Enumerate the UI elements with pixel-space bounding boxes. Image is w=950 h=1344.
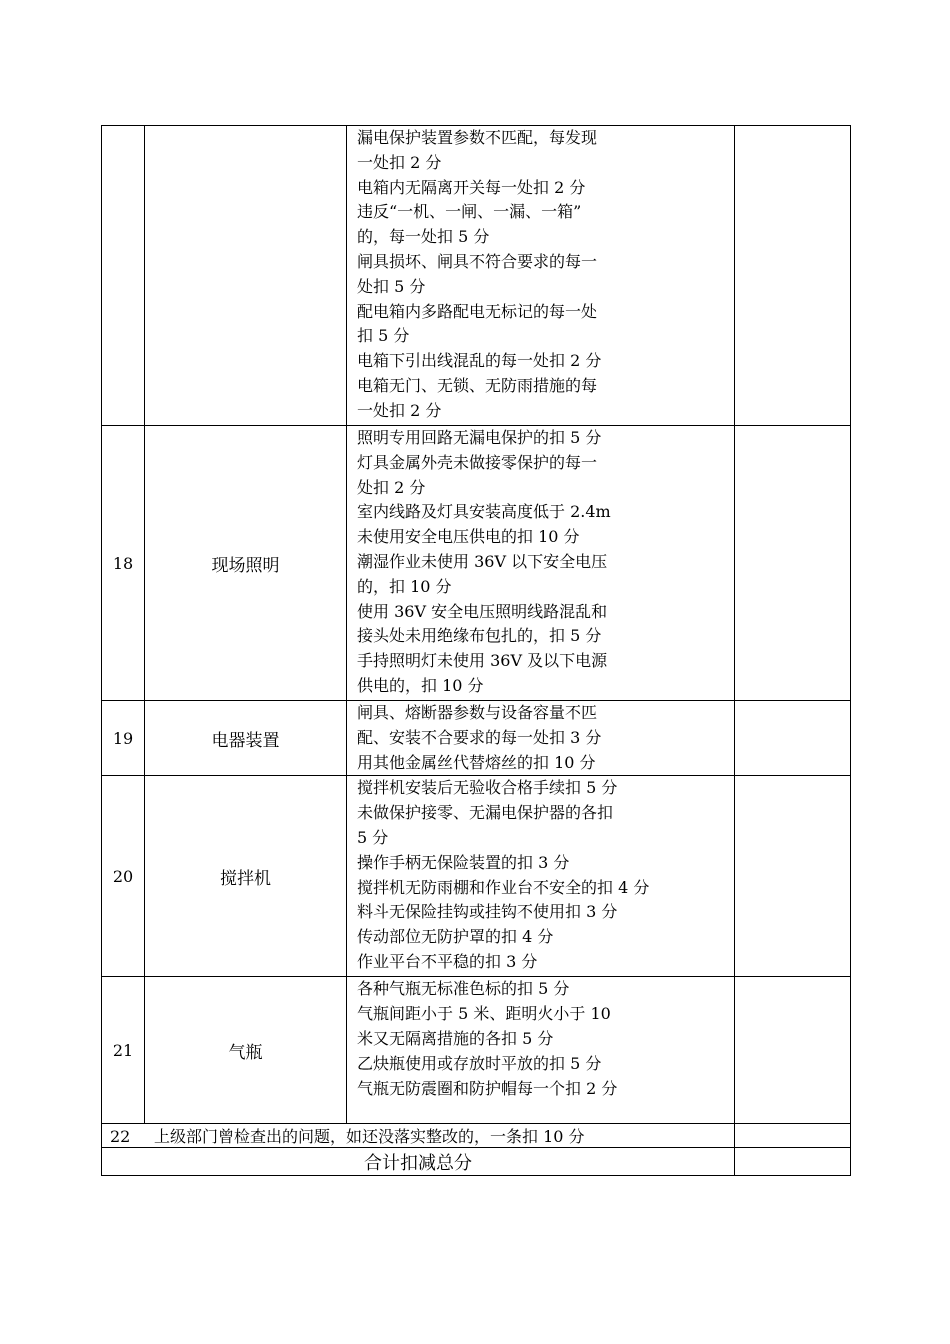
total-score-cell[interactable]	[735, 1148, 851, 1176]
criteria-line: 处扣 2 分	[357, 477, 426, 497]
criteria-line: 配、安装不合要求的每一处扣 3 分	[357, 727, 602, 747]
criteria-line: 未使用安全电压供电的扣 10 分	[357, 527, 580, 547]
score-cell[interactable]	[735, 426, 851, 701]
criteria-line: 配电箱内多路配电无标记的每一处	[357, 301, 598, 321]
criteria-line: 室内线路及灯具安装高度低于 2.4m	[357, 502, 611, 522]
criteria-line: 搅拌机安装后无验收合格手续扣 5 分	[357, 778, 618, 798]
criteria-line: 各种气瓶无标准色标的扣 5 分	[357, 979, 570, 999]
row-number: 19	[102, 701, 145, 776]
item-name: 气瓶	[145, 977, 347, 1124]
criteria-line: 手持照明灯未使用 36V 及以下电源	[357, 651, 608, 671]
row-number: 22	[110, 1127, 131, 1147]
criteria-line: 的，扣 10 分	[357, 576, 452, 596]
criteria-line: 电箱下引出线混乱的每一处扣 2 分	[357, 351, 602, 371]
criteria-line: 违反“一机、一闸、一漏、一箱”	[357, 202, 582, 222]
table-row	[102, 426, 851, 701]
criteria-line: 一处扣 2 分	[357, 400, 442, 420]
item-name: 现场照明	[145, 426, 347, 701]
criteria-cell	[347, 701, 735, 776]
item-name	[145, 126, 347, 426]
criteria-cell	[347, 426, 735, 701]
score-cell[interactable]	[735, 776, 851, 977]
table-row	[102, 776, 851, 977]
criteria-line: 接头处未用绝缘布包扎的，扣 5 分	[357, 626, 602, 646]
criteria-line: 气瓶无防震圈和防护帽每一个扣 2 分	[357, 1078, 618, 1098]
criteria-line: 扣 5 分	[357, 326, 410, 346]
score-cell[interactable]	[735, 701, 851, 776]
criteria-line: 使用 36V 安全电压照明线路混乱和	[357, 601, 608, 621]
total-label: 合计扣减总分	[102, 1148, 735, 1176]
criteria-line: 用其他金属丝代替熔丝的扣 10 分	[357, 752, 596, 772]
criteria-line: 闸具、熔断器参数与设备容量不匹	[357, 703, 598, 722]
criteria-line: 一处扣 2 分	[357, 152, 442, 172]
score-cell[interactable]	[735, 1124, 851, 1148]
criteria-line: 电箱内无隔离开关每一处扣 2 分	[357, 177, 586, 197]
criteria-cell	[347, 776, 735, 977]
criteria-line: 搅拌机无防雨棚和作业台不安全的扣 4 分	[357, 877, 650, 897]
criteria-line: 未做保护接零、无漏电保护器的各扣	[357, 803, 614, 823]
table-row	[102, 977, 851, 1124]
row22-cell	[102, 1124, 735, 1148]
row-number	[102, 126, 145, 426]
table-row	[102, 701, 851, 776]
criteria-line: 电箱无门、无锁、无防雨措施的每	[357, 375, 598, 395]
inspection-table	[101, 125, 851, 1176]
criteria-line: 的，每一处扣 5 分	[357, 227, 490, 247]
table-row	[102, 1124, 851, 1148]
row-number: 20	[102, 776, 145, 977]
criteria-line: 料斗无保险挂钩或挂钩不使用扣 3 分	[357, 902, 618, 922]
criteria-line: 照明专用回路无漏电保护的扣 5 分	[357, 428, 602, 447]
score-cell[interactable]	[735, 126, 851, 426]
table-row	[102, 126, 851, 426]
criteria-line: 漏电保护装置参数不匹配，每发现	[357, 128, 598, 147]
criteria-line: 传动部位无防护罩的扣 4 分	[357, 927, 554, 947]
score-cell[interactable]	[735, 977, 851, 1124]
total-row	[102, 1148, 851, 1176]
criteria-line: 米又无隔离措施的各扣 5 分	[357, 1028, 554, 1048]
criteria-line: 5 分	[357, 827, 389, 847]
row22-text: 上级部门曾检查出的问题，如还没落实整改的，一条扣 10 分	[154, 1127, 585, 1147]
criteria-line: 作业平台不平稳的扣 3 分	[357, 951, 538, 971]
criteria-line: 气瓶间距小于 5 米、距明火小于 10	[357, 1004, 611, 1024]
criteria-line: 处扣 5 分	[357, 276, 426, 296]
item-name: 搅拌机	[145, 776, 347, 977]
criteria-line: 供电的，扣 10 分	[357, 675, 484, 695]
criteria-cell	[347, 977, 735, 1124]
criteria-line: 操作手柄无保险装置的扣 3 分	[357, 852, 570, 872]
criteria-cell	[347, 126, 735, 426]
criteria-line: 闸具损坏、闸具不符合要求的每一	[357, 251, 598, 271]
criteria-line: 乙炔瓶使用或存放时平放的扣 5 分	[357, 1053, 602, 1073]
row-number: 18	[102, 426, 145, 701]
criteria-line: 潮湿作业未使用 36V 以下安全电压	[357, 551, 608, 571]
criteria-line: 灯具金属外壳未做接零保护的每一	[357, 452, 598, 472]
item-name: 电器装置	[145, 701, 347, 776]
row-number: 21	[102, 977, 145, 1124]
